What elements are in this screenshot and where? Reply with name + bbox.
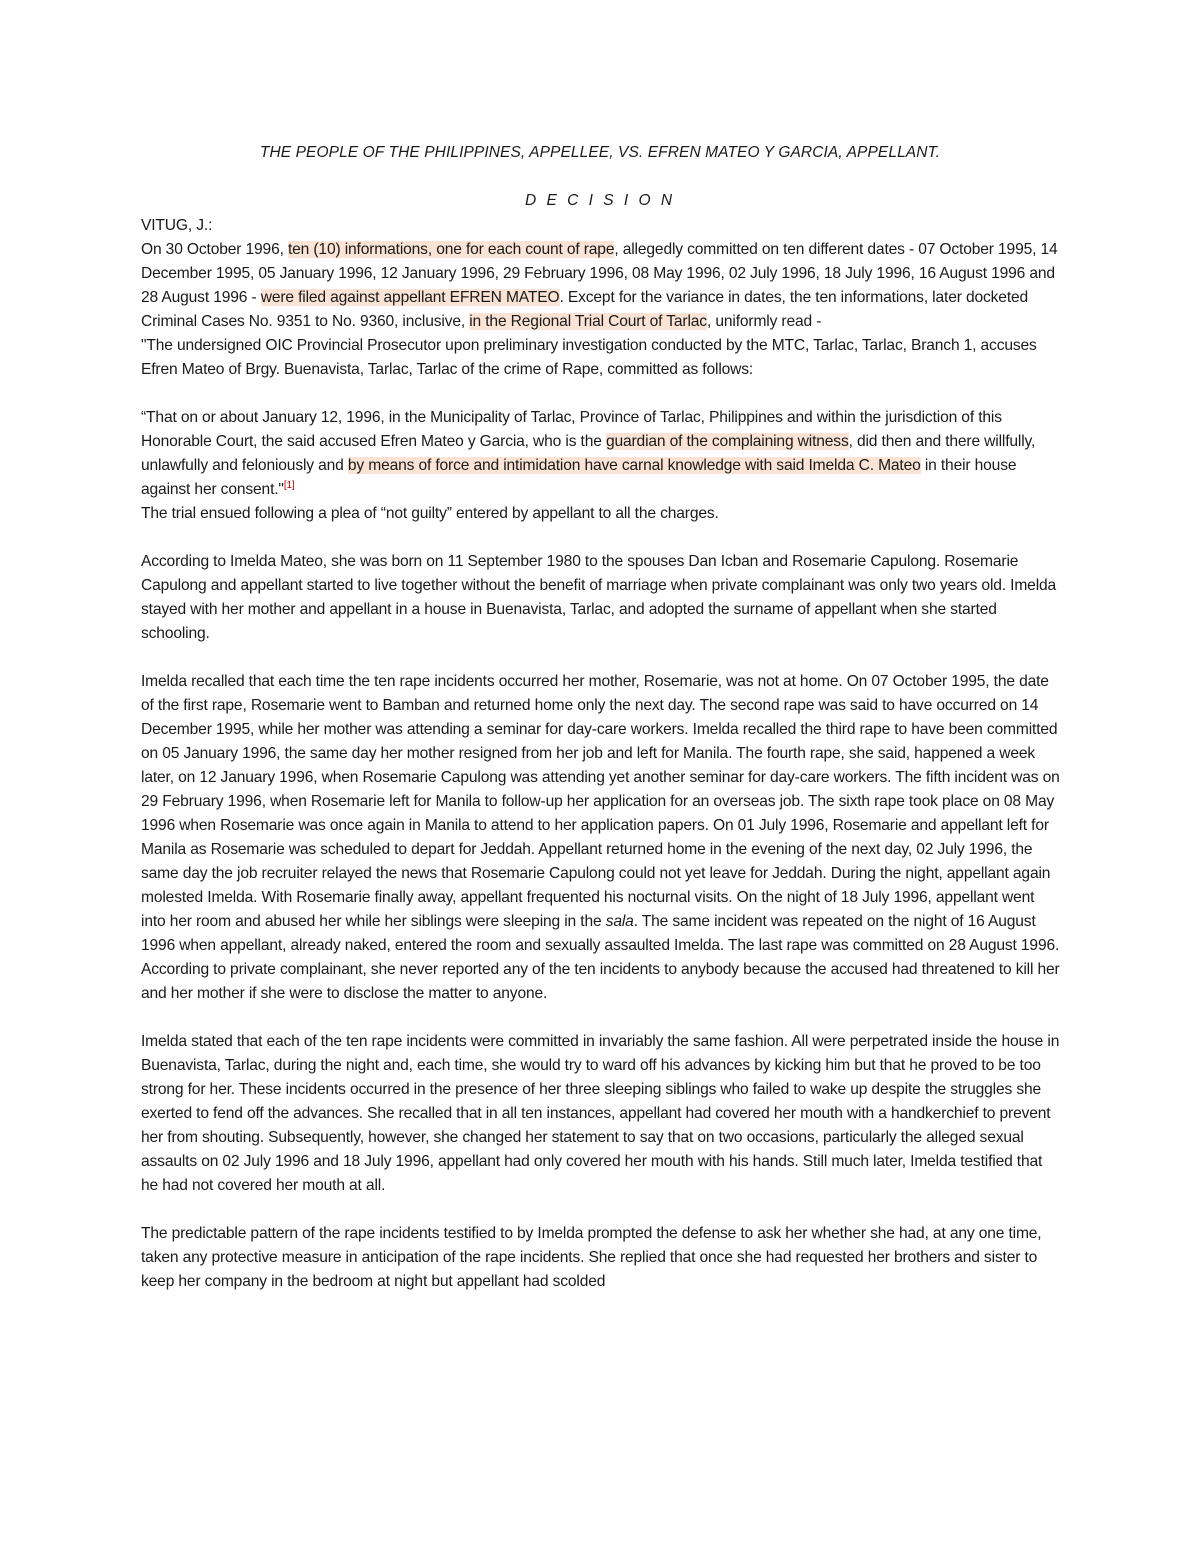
case-title: THE PEOPLE OF THE PHILIPPINES, APPELLEE, VS. EFREN MATEO Y GARCIA, APPELLANT. [259,144,941,161]
footnote-link[interactable]: [1] [283,479,295,491]
paragraph-background: According to Imelda Mateo, she was born on 11 September 1980 to the spouses Dan Icban and Rosemarie Capulong. Rosemarie Capulong and appellant started to live together without the benefit of marriage when private complainant was only two years old. Imelda stayed with her mother and appellant in a house in Buenavista, Tarlac, and adopted the surname of appellant when she started schooling. [141,553,1057,642]
information-quote-body: “That on or about January 12, 1996, in the Municipality of Tarlac, Province of Tarlac, Philippines and within the jurisdiction of this Honorable Court, the said accused Efren Mateo y Garcia, who is the guardian of the complaining witness, did then and there willfully, unlawfully and feloniously and by means of force and intimidation have carnal knowledge with said Imelda C. Mateo in their house against her consent."[1] [141,409,1036,498]
paragraph-pattern: The predictable pattern of the rape incidents testified to by Imelda prompted the defense to ask her whether she had, at any one time, taken any protective measure in anticipation of the rape incidents. She replied that once she had requested her brothers and sister to keep her company in the bedroom at night but appellant had scolded [141,1225,1042,1290]
highlight-guardian: guardian of the complaining witness [605,433,849,450]
trial-line: The trial ensued following a plea of “not guilty” entered by appellant to all the charges. [141,505,719,522]
italic-sala: sala [605,913,634,930]
paragraph-incidents: Imelda recalled that each time the ten rape incidents occurred her mother, Rosemarie, was not at home. On 07 October 1995, the date of the first rape, Rosemarie went to Bamban and returned home only the next day. The second rape was said to have occurred on 14 December 1995, while her mother was attending a seminar for day-care workers. Imelda recalled the third rape to have been committed on 05 January 1996, the same day her mother resigned from her job and left for Manila. The fourth rape, she said, happened a week later, on 12 January 1996, when Rosemarie Capulong was attending yet another seminar for day-care workers. The fifth incident was on 29 February 1996, when Rosemarie left for Manila to follow-up her application for an overseas job. The sixth rape took place on 08 May 1996 when Rosemarie was once again in Manila to attend to her application papers. On 01 July 1996, Rosemarie and appellant left for Manila as Rosemarie was scheduled to depart for Jeddah. Appellant returned home in the evening of the next day, 02 July 1996, the same day the job recruiter relayed the news that Rosemarie Capulong could not yet leave for Jeddah. During the night, appellant again molested Imelda. With Rosemarie finally away, appellant frequented his nocturnal visits. On the night of 18 July 1996, appellant went into her room and abused her while her siblings were sleeping in the sala. The same incident was repeated on the night of 16 August 1996 when appellant, already naked, entered the room and sexually assaulted Imelda. The last rape was committed on 28 August 1996. According to private complainant, she never reported any of the ten incidents to anybody because the accused had threatened to kill her and her mother if she were to disclose the matter to anyone. [141,673,1060,1002]
highlight-filed-against: were filed against appellant EFREN MATEO [260,289,560,306]
information-quote-intro: "The undersigned OIC Provincial Prosecutor upon preliminary investigation conducted by the MTC, Tarlac, Tarlac, Branch 1, accuses Efren Mateo of Brgy. Buenavista, Tarlac, Tarlac of the crime of Rape, committed as follows: [141,337,1037,378]
decision-body [141,214,1061,1294]
judge-line: VITUG, J.: [141,217,213,234]
paragraph-informations: On 30 October 1996, ten (10) informations, one for each count of rape, allegedly committed on ten different dates - 07 October 1995, 14 December 1995, 05 January 1996, 12 January 1996, 29 February 1996, 08 May 1996, 02 July 1996, 18 July 1996, 16 August 1996 and 28 August 1996 - were filed against appellant EFREN MATEO. Except for the variance in dates, the ten informations, later docketed Criminal Cases No. 9351 to No. 9360, inclusive, in the Regional Trial Court of Tarlac, uniformly read - [141,241,1058,330]
decision-heading: D E C I S I O N [524,192,676,209]
highlight-force-intimidation: by means of force and intimidation have carnal knowledge with said Imelda C. Mateo [347,457,921,474]
highlight-rtc-tarlac: in the Regional Trial Court of Tarlac [469,313,707,330]
highlight-informations: ten (10) informations, one for each count of rape [287,241,615,258]
paragraph-fashion: Imelda stated that each of the ten rape incidents were committed in invariably the same fashion. All were perpetrated inside the house in Buenavista, Tarlac, during the night and, each time, she would try to ward off his advances by kicking him but that he proved to be too strong for her. These incidents occurred in the presence of her three sleeping siblings who failed to wake up despite the struggles she exerted to fend off the advances. She recalled that in all ten instances, appellant had covered her mouth with a handkerchief to prevent her from shouting. Subsequently, however, she changed her statement to say that on two occasions, particularly the alleged sexual assaults on 02 July 1996 and 18 July 1996, appellant had only covered her mouth with his hands. Still much later, Imelda testified that he had not covered her mouth at all. [141,1033,1060,1194]
